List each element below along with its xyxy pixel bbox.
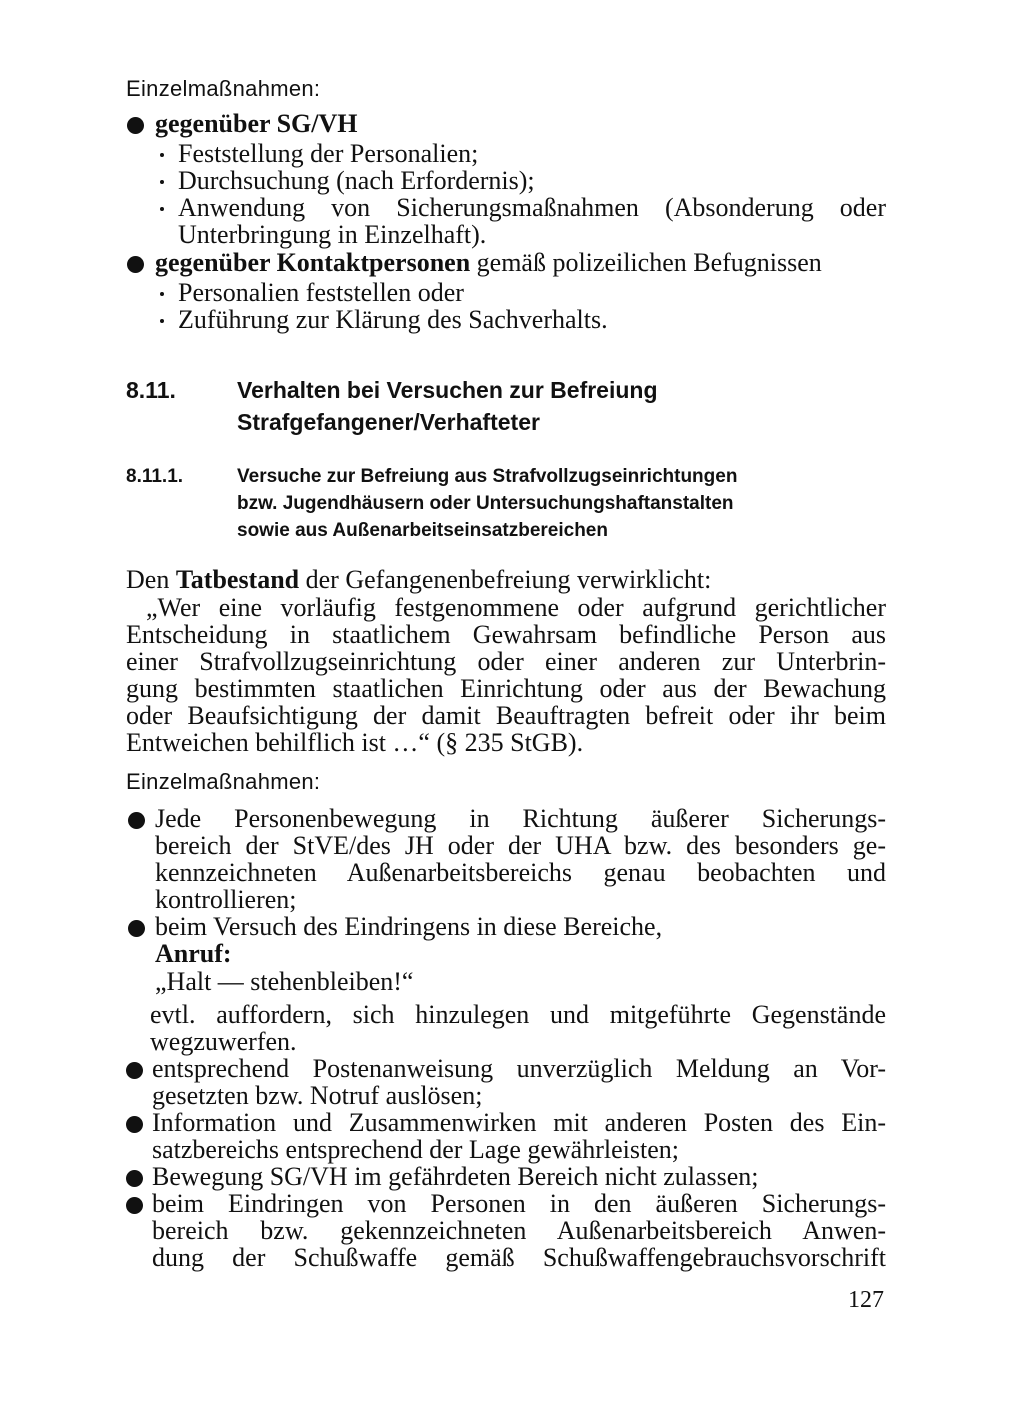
subsection-heading-line: sowie aus Außenarbeitseinsatzbereichen bbox=[237, 520, 608, 541]
list-item-title: gegenüber SG/VH bbox=[155, 109, 358, 138]
page-number: 127 bbox=[848, 1287, 884, 1313]
bullet-icon bbox=[128, 812, 145, 829]
section-heading-line: Verhalten bei Versuchen zur Befreiung bbox=[237, 377, 658, 403]
list-item-line: satzbereichs entsprechend der Lage gewährleisten; bbox=[152, 1135, 679, 1164]
bullet-icon bbox=[126, 1170, 143, 1187]
sub-item: Feststellung der Personalien; bbox=[178, 139, 479, 168]
list-item-line: bereich bzw. gekennzeichneten Außenarbeitsbereich Anwen- bbox=[152, 1216, 886, 1245]
section-heading-line: Strafgefangener/Verhafteter bbox=[237, 409, 540, 435]
sub-item: Zuführung zur Klärung des Sachverhalts. bbox=[178, 305, 608, 334]
subsection-number: 8.11.1. bbox=[126, 466, 184, 487]
section-label: Einzelmaßnahmen: bbox=[126, 769, 321, 794]
bullet-icon bbox=[127, 117, 144, 134]
list-item-line: beim Versuch des Eindringens in diese Bereiche, bbox=[155, 912, 663, 941]
list-item-line: Information und Zusammenwirken mit anderen Posten des Ein- bbox=[152, 1108, 886, 1137]
bullet-icon bbox=[126, 1116, 143, 1133]
dot-icon bbox=[160, 207, 164, 211]
dot-icon bbox=[160, 180, 164, 184]
bold-term: gegenüber Kontaktpersonen bbox=[155, 248, 471, 277]
list-item-line: gesetzten bzw. Notruf auslösen; bbox=[152, 1081, 483, 1110]
list-item-line: dung der Schußwaffe gemäß Schußwaffengebrauchsvorschrift bbox=[152, 1243, 886, 1272]
quote-line: gung bestimmten staatlichen Einrichtung oder aus der Bewachung bbox=[126, 674, 886, 703]
list-item-title bbox=[155, 249, 822, 277]
list-item-line: wegzuwerfen. bbox=[150, 1027, 297, 1056]
list-item-line: entsprechend Postenanweisung unverzüglich Meldung an Vor- bbox=[152, 1054, 886, 1083]
quote-line: oder Beaufsichtigung der damit Beauftragten befreit oder ihr beim bbox=[126, 701, 886, 730]
anruf-label: Anruf: bbox=[155, 939, 232, 968]
tatbestand-intro bbox=[126, 566, 711, 594]
list-item-line: kennzeichneten Außenarbeitsbereichs genau beobachten und bbox=[155, 858, 886, 887]
bullet-icon bbox=[126, 1197, 143, 1214]
dot-icon bbox=[160, 319, 164, 323]
dot-icon bbox=[160, 153, 164, 157]
sub-item: Anwendung von Sicherungsmaßnahmen (Absonderung oder bbox=[178, 193, 886, 222]
list-item-line: beim Eindringen von Personen in den äußeren Sicherungs- bbox=[152, 1189, 886, 1218]
list-item-line: Jede Personenbewegung in Richtung äußerer Sicherungs- bbox=[155, 804, 886, 833]
bold-term: Tatbestand bbox=[175, 565, 300, 594]
subsection-heading-line: Versuche zur Befreiung aus Strafvollzugseinrichtungen bbox=[237, 466, 738, 487]
section-label: Einzelmaßnahmen: bbox=[126, 76, 321, 101]
call-text: „Halt — stehenbleiben!“ bbox=[155, 967, 414, 996]
sub-item-continued: Unterbringung in Einzelhaft). bbox=[178, 220, 487, 249]
quote-line: „Wer eine vorläufig festgenommene oder aufgrund gerichtlicher bbox=[146, 593, 886, 622]
bullet-icon bbox=[127, 256, 144, 273]
dot-icon bbox=[160, 292, 164, 296]
sub-item: Durchsuchung (nach Erfordernis); bbox=[178, 166, 535, 195]
bullet-icon bbox=[128, 920, 145, 937]
bullet-icon bbox=[126, 1062, 143, 1079]
quote-line: Entweichen behilflich ist …“ (§ 235 StGB). bbox=[126, 728, 584, 757]
section-number: 8.11. bbox=[126, 377, 176, 403]
sub-item: Personalien feststellen oder bbox=[178, 278, 464, 307]
intro-pre: Den bbox=[126, 565, 176, 594]
list-item-line: Bewegung SG/VH im gefährdeten Bereich nicht zulassen; bbox=[152, 1162, 759, 1191]
list-item-line: evtl. auffordern, sich hinzulegen und mitgeführte Gegenstände bbox=[150, 1000, 886, 1029]
intro-post: der Gefangenenbefreiung verwirklicht: bbox=[299, 565, 712, 594]
title-rest: gemäß polizeilichen Befugnissen bbox=[470, 248, 822, 277]
list-item-line: kontrollieren; bbox=[155, 885, 297, 914]
list-item-line: bereich der StVE/des JH oder der UHA bzw. des besonders ge- bbox=[155, 831, 886, 860]
quote-line: einer Strafvollzugseinrichtung oder einer anderen zur Unterbrin- bbox=[126, 647, 886, 676]
subsection-heading-line: bzw. Jugendhäusern oder Untersuchungshaftanstalten bbox=[237, 493, 734, 514]
quote-line: Entscheidung in staatlichem Gewahrsam befindliche Person aus bbox=[126, 620, 886, 649]
